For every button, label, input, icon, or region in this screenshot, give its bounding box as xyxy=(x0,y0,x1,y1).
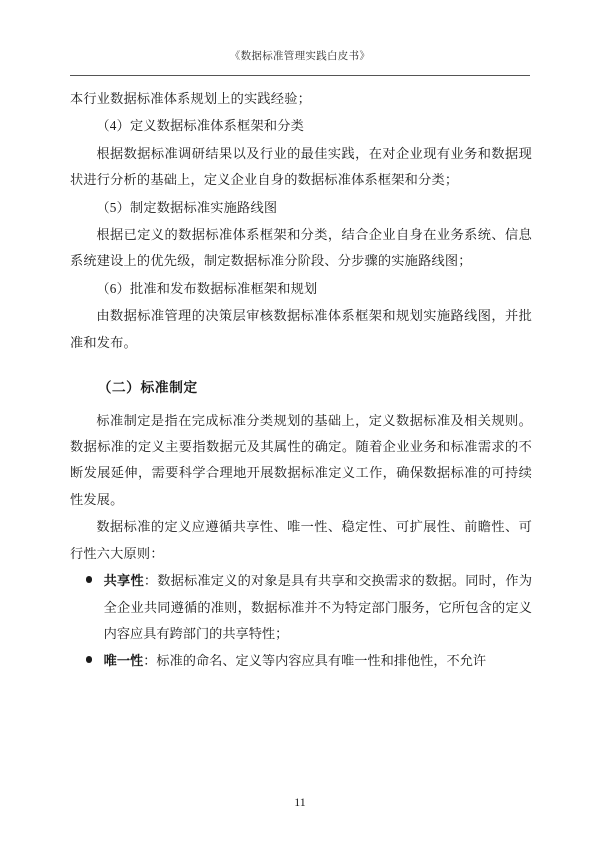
paragraph: （5）制定数据标准实施路线图 xyxy=(96,199,278,215)
paragraph: （4）定义数据标准体系框架和分类 xyxy=(96,118,304,134)
section-heading: （二）标准制定 xyxy=(97,380,198,396)
list-item-term: 唯一性 xyxy=(103,653,144,669)
page-number: 11 xyxy=(294,795,306,809)
header-divider xyxy=(70,75,530,76)
page-header: 《数据标准管理实践白皮书》 xyxy=(229,51,371,62)
document-body xyxy=(70,86,532,676)
bullet-dot-icon xyxy=(86,576,93,583)
paragraph: （6）批准和发布数据标准框架和规划 xyxy=(96,280,318,296)
list-item-text: ：数据标准定义的对象是具有共享和交换需求的数据。同时，作为全企业共同遵循的准则，数据标准并不为特定部门服务，它所包含的定义内容应具有跨部门的共享特性； xyxy=(103,573,533,641)
paragraph: 由数据标准管理的决策层审核数据标准体系框架和规划实施路线图，并批准和发布。 xyxy=(70,308,532,350)
paragraph: 根据数据标准调研结果以及行业的最佳实践，在对企业现有业务和数据现状进行分析的基础上，定义企业自身的数据标准体系框架和分类； xyxy=(70,145,532,188)
paragraph: 标准制定是指在完成标准分类规划的基础上，定义数据标准及相关规则。数据标准的定义主要指数据元及其属性的确定。随着企业业务和标准需求的不断发展延伸，需要科学合理地开展数据标准定义工作，确保数据标准的可持续性发展。 xyxy=(70,412,532,507)
list-item-term: 共享性 xyxy=(103,573,144,589)
principles-list xyxy=(70,568,532,675)
bullet-dot-icon xyxy=(86,656,93,663)
list-item xyxy=(70,568,532,647)
paragraph: 数据标准的定义应遵循共享性、唯一性、稳定性、可扩展性、前瞻性、可行性六大原则： xyxy=(70,519,532,561)
list-item xyxy=(70,648,532,674)
list-item-text: ：标准的命名、定义等内容应具有唯一性和排他性，不允许 xyxy=(143,653,487,669)
paragraph: 本行业数据标准体系规划上的实践经验； xyxy=(70,91,311,106)
paragraph: 根据已定义的数据标准体系框架和分类，结合企业自身在业务系统、信息系统建设上的优先级，制定数据标准分阶段、分步骤的实施路线图； xyxy=(70,227,532,269)
